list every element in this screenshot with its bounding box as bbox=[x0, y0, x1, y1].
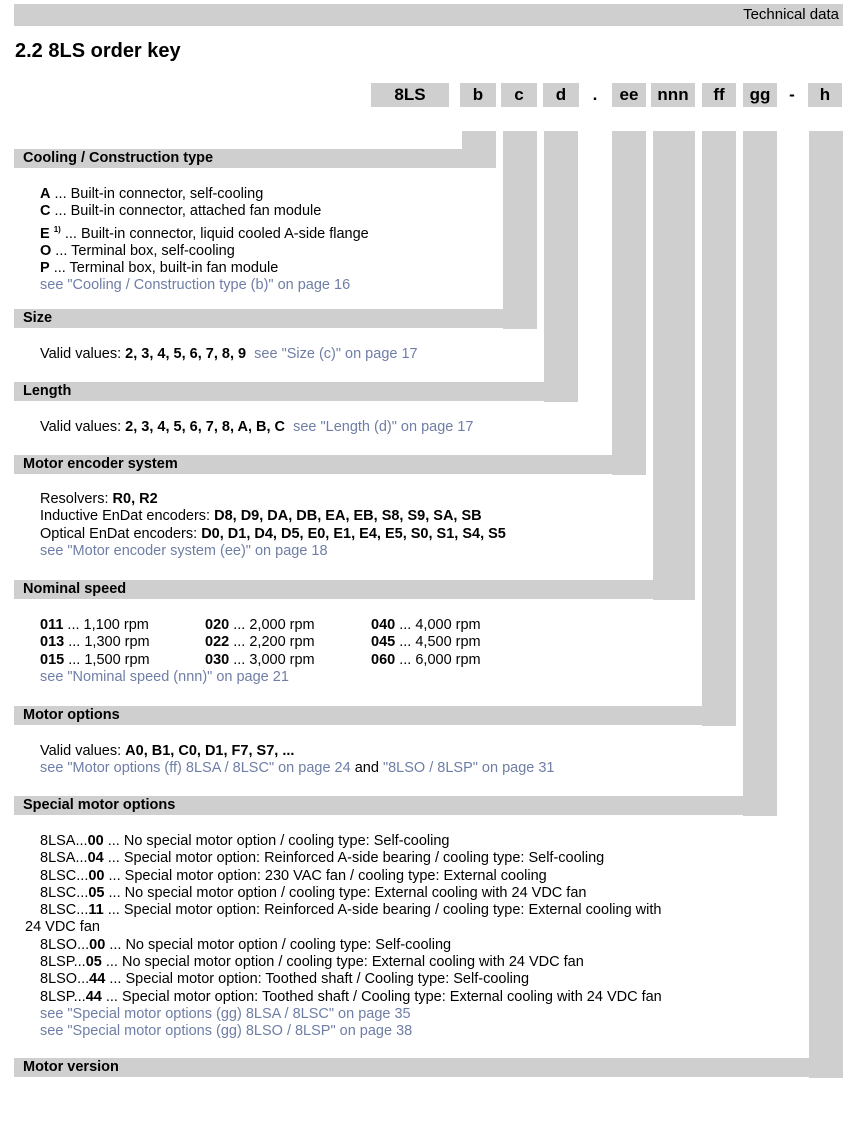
column-c bbox=[503, 131, 537, 329]
order-key-gg: gg bbox=[743, 83, 777, 107]
order-key-dash: - bbox=[789, 85, 795, 104]
list-item: 8LSC...11 ... Special motor option: Reinforced A-side bearing / cooling type: External cooling with bbox=[40, 902, 662, 919]
list-item: 060 ... 6,000 rpm bbox=[371, 651, 481, 668]
section-length-heading: Length bbox=[14, 382, 578, 401]
order-key-nnn: nnn bbox=[651, 83, 695, 107]
column-gg bbox=[743, 131, 777, 816]
section-cooling-body bbox=[40, 186, 369, 295]
section-cooling-heading: Cooling / Construction type bbox=[14, 149, 496, 168]
order-key-c: c bbox=[501, 83, 537, 107]
list-item: E $^{1)}$ ... Built-in connector, liquid cooled A-side flange bbox=[40, 224, 369, 242]
section-speed-heading: Nominal speed bbox=[14, 580, 695, 599]
list-item: 011 ... 1,100 rpm bbox=[40, 617, 149, 633]
list-item: 045 ... 4,500 rpm bbox=[371, 634, 481, 651]
section-version-heading: Motor version bbox=[14, 1058, 843, 1077]
list-item: 8LSP...05 ... No special motor option / cooling type: External cooling with 24 VDC fan bbox=[40, 954, 584, 971]
cooling-link[interactable]: see "Cooling / Construction type (b)" on page 16 bbox=[40, 277, 351, 294]
column-ff bbox=[702, 131, 736, 726]
section-length-body: Valid values: 2, 3, 4, 5, 6, 7, 8, A, B, C see "Length (d)" on page 17 bbox=[40, 419, 474, 435]
list-item: C ... Built-in connector, attached fan module bbox=[40, 203, 322, 220]
section-options-body: Valid values: A0, B1, C0, D1, F7, S7, ... see "Motor options (ff) 8LSA / 8LSC" on page 24 and "8LSO / 8LSP" on page 31 bbox=[40, 743, 555, 777]
section-encoder-body bbox=[40, 491, 506, 560]
list-item: A ... Built-in connector, self-cooling bbox=[40, 186, 264, 202]
list-item: 022 ... 2,200 rpm bbox=[205, 634, 315, 651]
order-key-dot: . bbox=[592, 85, 598, 104]
list-item: 013 ... 1,300 rpm bbox=[40, 634, 150, 651]
section-speed-body bbox=[40, 617, 511, 686]
list-item: 8LSC...00 ... Special motor option: 230 VAC fan / cooling type: External cooling bbox=[40, 867, 547, 884]
list-item: Inductive EnDat encoders: D8, D9, DA, DB, EA, EB, S8, S9, SA, SB bbox=[40, 508, 482, 525]
page-title: 2.2 8LS order key bbox=[15, 40, 181, 62]
size-link[interactable]: see "Size (c)" on page 17 bbox=[254, 346, 418, 362]
column-h bbox=[809, 131, 843, 1078]
list-item: P ... Terminal box, built-in fan module bbox=[40, 260, 279, 277]
section-special-body bbox=[25, 833, 662, 1041]
list-item: 015 ... 1,500 rpm bbox=[40, 651, 150, 668]
section-options-heading: Motor options bbox=[14, 706, 736, 725]
list-item: 8LSO...44 ... Special motor option: Toothed shaft / Cooling type: Self-cooling bbox=[40, 971, 530, 988]
options-link-8lso[interactable]: "8LSO / 8LSP" on page 31 bbox=[382, 760, 555, 777]
column-nnn bbox=[653, 131, 695, 600]
list-item: 8LSP...44 ... Special motor option: Toothed shaft / Cooling type: External cooling with 24 VDC fan bbox=[40, 988, 662, 1005]
order-key-b: b bbox=[460, 83, 496, 107]
list-item: Resolvers: R0, R2 bbox=[40, 491, 158, 507]
order-key-h: h bbox=[808, 83, 842, 107]
section-size-heading: Size bbox=[14, 309, 537, 328]
order-key-ee: ee bbox=[612, 83, 646, 107]
options-link-8lsa[interactable]: see "Motor options (ff) 8LSA / 8LSC" on page 24 bbox=[40, 760, 351, 777]
list-item: 8LSO...00 ... No special motor option / cooling type: Self-cooling bbox=[40, 936, 452, 953]
section-label: Technical data bbox=[743, 6, 839, 23]
order-key-ff: ff bbox=[702, 83, 736, 107]
list-item: 8LSA...00 ... No special motor option / cooling type: Self-cooling bbox=[40, 833, 450, 849]
length-link[interactable]: see "Length (d)" on page 17 bbox=[293, 419, 474, 435]
column-ee bbox=[612, 131, 646, 475]
section-encoder-heading: Motor encoder system bbox=[14, 455, 646, 474]
list-item: 8LSA...04 ... Special motor option: Reinforced A-side bearing / cooling type: Self-cooling bbox=[40, 850, 605, 867]
list-item: O ... Terminal box, self-cooling bbox=[40, 242, 235, 259]
list-item: 040 ... 4,000 rpm bbox=[371, 617, 481, 633]
list-item-continuation: 24 VDC fan bbox=[25, 919, 100, 936]
list-item: Optical EnDat encoders: D0, D1, D4, D5, E0, E1, E4, E5, S0, S1, S4, S5 bbox=[40, 525, 506, 542]
list-item: 8LSC...05 ... No special motor option / cooling type: External cooling with 24 VDC fan bbox=[40, 884, 587, 901]
list-item: 030 ... 3,000 rpm bbox=[205, 651, 315, 668]
column-d bbox=[544, 131, 578, 402]
header-bar bbox=[14, 4, 843, 26]
speed-link[interactable]: see "Nominal speed (nnn)" on page 21 bbox=[40, 668, 289, 685]
encoder-link[interactable]: see "Motor encoder system (ee)" on page 18 bbox=[40, 542, 328, 559]
list-item: 020 ... 2,000 rpm bbox=[205, 617, 315, 633]
special-link-8lso[interactable]: see "Special motor options (gg) 8LSO / 8LSP" on page 38 bbox=[40, 1023, 413, 1040]
section-size-body: Valid values: 2, 3, 4, 5, 6, 7, 8, 9 see "Size (c)" on page 17 bbox=[40, 346, 418, 362]
order-key-d: d bbox=[543, 83, 579, 107]
section-special-heading: Special motor options bbox=[14, 796, 777, 815]
special-link-8lsa[interactable]: see "Special motor options (gg) 8LSA / 8LSC" on page 35 bbox=[40, 1005, 411, 1022]
order-key-8ls: 8LS bbox=[371, 83, 449, 107]
